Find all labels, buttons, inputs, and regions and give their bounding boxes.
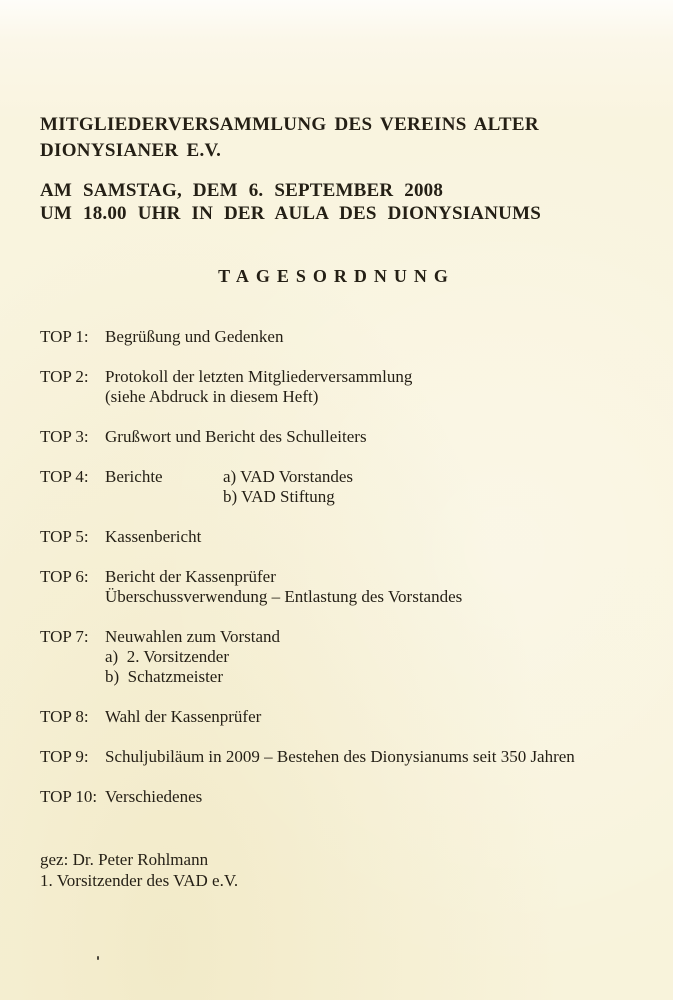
meeting-place-line: UM 18.00 UHR IN DER AULA DES DIONYSIANUMS — [40, 203, 541, 224]
item-label: TOP 10: — [40, 787, 98, 806]
item-label: TOP 7: — [40, 627, 89, 646]
meeting-title-line-2: DIONYSIANER E.V. — [40, 140, 222, 161]
agenda-item-top-6 — [40, 567, 635, 607]
item-subline: b) Schatzmeister — [105, 667, 224, 686]
item-line: Berichte — [105, 467, 163, 486]
signature-name: gez: Dr. Peter Rohlmann — [40, 850, 209, 869]
item-label: TOP 8: — [40, 707, 89, 726]
item-subline: a) 2. Vorsitzender — [105, 647, 230, 666]
agenda-item-top-4 — [40, 467, 635, 507]
item-label: TOP 6: — [40, 567, 89, 586]
item-label: TOP 4: — [40, 467, 89, 486]
agenda-item-top-8 — [40, 707, 635, 727]
item-line: Neuwahlen zum Vorstand — [105, 627, 281, 646]
agenda-item-top-2 — [40, 367, 635, 407]
signature-block — [40, 849, 238, 891]
item-side-list — [223, 467, 353, 507]
meeting-datetime — [40, 179, 600, 225]
agenda-item-top-5 — [40, 527, 635, 547]
item-label: TOP 5: — [40, 527, 89, 546]
agenda-item-top-1 — [40, 327, 635, 347]
paper-speck — [97, 956, 99, 960]
item-line: Verschiedenes — [105, 787, 203, 806]
item-label: TOP 1: — [40, 327, 89, 346]
agenda-item-top-7 — [40, 627, 635, 687]
item-line: Bericht der Kassenprüfer — [105, 567, 276, 586]
item-label: TOP 2: — [40, 367, 89, 386]
side-list-entry: a) VAD Vorstandes — [223, 467, 354, 486]
item-line: Begrüßung und Gedenken — [105, 327, 284, 346]
item-label: TOP 9: — [40, 747, 89, 766]
item-label: TOP 3: — [40, 427, 89, 446]
item-line: Protokoll der letzten Mitgliederversammlung — [105, 367, 413, 386]
agenda-list — [40, 327, 635, 827]
meeting-title-line-1: MITGLIEDERVERSAMMLUNG DES VEREINS ALTER — [40, 114, 539, 135]
item-line: (siehe Abdruck in diesem Heft) — [105, 387, 319, 406]
item-line: Grußwort und Bericht des Schulleiters — [105, 427, 367, 446]
document-header — [40, 112, 600, 164]
meeting-date-line: AM SAMSTAG, DEM 6. SEPTEMBER 2008 — [40, 180, 444, 201]
agenda-item-top-10 — [40, 787, 635, 807]
item-line: Überschussverwendung – Entlastung des Vorstandes — [105, 587, 463, 606]
item-line: Kassenbericht — [105, 527, 202, 546]
item-line: Wahl der Kassenprüfer — [105, 707, 262, 726]
item-line: Schuljubiläum in 2009 – Bestehen des Dionysianums seit 350 Jahren — [105, 747, 575, 766]
signature-role: 1. Vorsitzender des VAD e.V. — [40, 871, 239, 890]
agenda-heading: TAGESORDNUNG — [218, 266, 455, 286]
agenda-item-top-3 — [40, 427, 635, 447]
side-list-entry: b) VAD Stiftung — [223, 487, 335, 506]
agenda-item-top-9 — [40, 747, 635, 767]
